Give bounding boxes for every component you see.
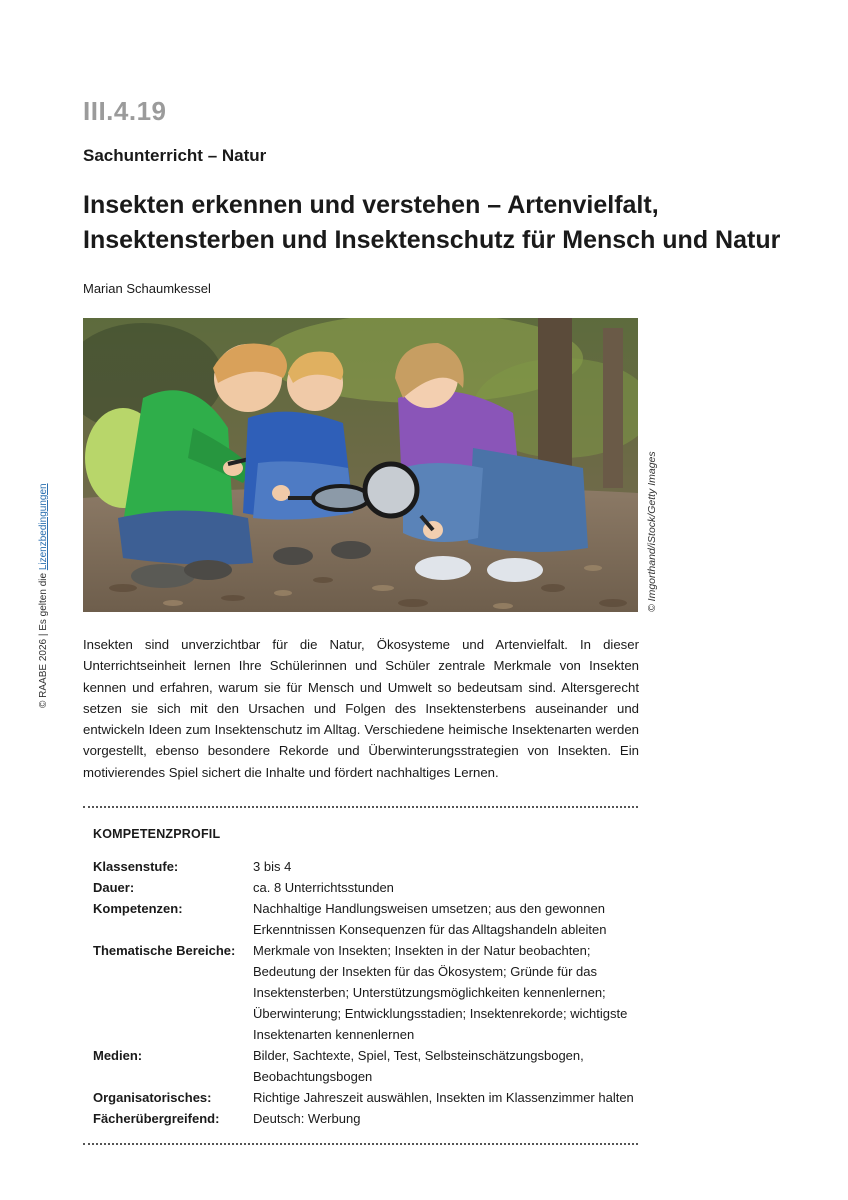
sidebar-copyright: [38, 483, 49, 708]
profile-label: Fächerübergreifend:: [93, 1111, 220, 1126]
children-magnifier-photo: [83, 318, 638, 612]
unit-code: III.4.19: [83, 96, 167, 126]
copyright-text: © RAABE 2026 | Es gelten die: [38, 570, 49, 708]
intro-paragraph: Insekten sind unverzichtbar für die Natur, Ökosysteme und Artenvielfalt. In dieser Unterrichtseinheit lernen Ihre Schülerinnen und Schüler zentrale Merkmale von Insekten kennen und erfahren, warum sie für Mensch und Umwelt so bedeutsam sind. Altersgerecht setzen sie sich mit den Ursachen und Folgen des Insektensterbens auseinander und entwickeln Ideen zum Insektenschutz im Alltag. Verschiedene heimische Insektenarten werden vorgestellt, ebenso besondere Rekorde und Überwinterungsstrategien von Insekten. Ein motivierendes Spiel sichert die Inhalte und fördert nachhaltiges Lernen.: [83, 637, 639, 780]
profile-value: Bilder, Sachtexte, Spiel, Test, Selbsteinschätzungsbogen, Beobachtungsbogen: [253, 1048, 584, 1084]
profile-value: ca. 8 Unterrichtsstunden: [253, 880, 394, 895]
photo-illustration: [83, 318, 638, 612]
profile-row: [93, 898, 638, 940]
profile-row: [93, 1087, 638, 1108]
author-name: Marian Schaumkessel: [83, 281, 211, 296]
divider-bottom: [83, 1143, 638, 1145]
profile-row: [93, 1108, 638, 1129]
profile-value: 3 bis 4: [253, 859, 292, 874]
profile-row: [93, 1045, 638, 1087]
profile-row: [93, 940, 638, 1045]
profile-heading: KOMPETENZPROFIL: [93, 827, 221, 841]
profile-value: Merkmale von Insekten; Insekten in der Natur beobachten; Bedeutung der Insekten für das Ökosystem; Gründe für das Insektensterben; Unterstützungsmöglichkeiten kennenlernen; Überwinterung; Entwicklungsstadien; Insektenrekorde; wichtigste Insektenarten kennenlernen: [253, 943, 628, 1042]
profile-label: Dauer:: [93, 880, 135, 895]
page-title: [83, 188, 783, 258]
profile-table: [93, 856, 638, 1129]
subject-line: Sachunterricht – Natur: [83, 146, 267, 165]
profile-label: Organisatorisches:: [93, 1090, 212, 1105]
profile-row: [93, 856, 638, 877]
profile-value: Richtige Jahreszeit auswählen, Insekten im Klassenzimmer halten: [253, 1090, 634, 1105]
profile-label: Kompetenzen:: [93, 901, 183, 916]
profile-row: [93, 877, 638, 898]
profile-value: Deutsch: Werbung: [253, 1111, 361, 1126]
profile-label: Klassenstufe:: [93, 859, 179, 874]
profile-label: Thematische Bereiche:: [93, 943, 236, 958]
profile-label: Medien:: [93, 1048, 143, 1063]
profile-value: Nachhaltige Handlungsweisen umsetzen; aus den gewonnen Erkenntnissen Konsequenzen für das Alltagshandeln ableiten: [253, 901, 607, 937]
title-line-1: Insekten erkennen und verstehen – Artenvielfalt,: [83, 191, 659, 219]
license-link[interactable]: Lizenzbedingungen: [38, 483, 49, 571]
photo-credit: © Imgorthand/iStock/Getty Images: [646, 451, 658, 612]
divider-top: [83, 806, 638, 808]
title-line-2: Insektensterben und Insektenschutz für Mensch und Natur: [83, 226, 781, 254]
